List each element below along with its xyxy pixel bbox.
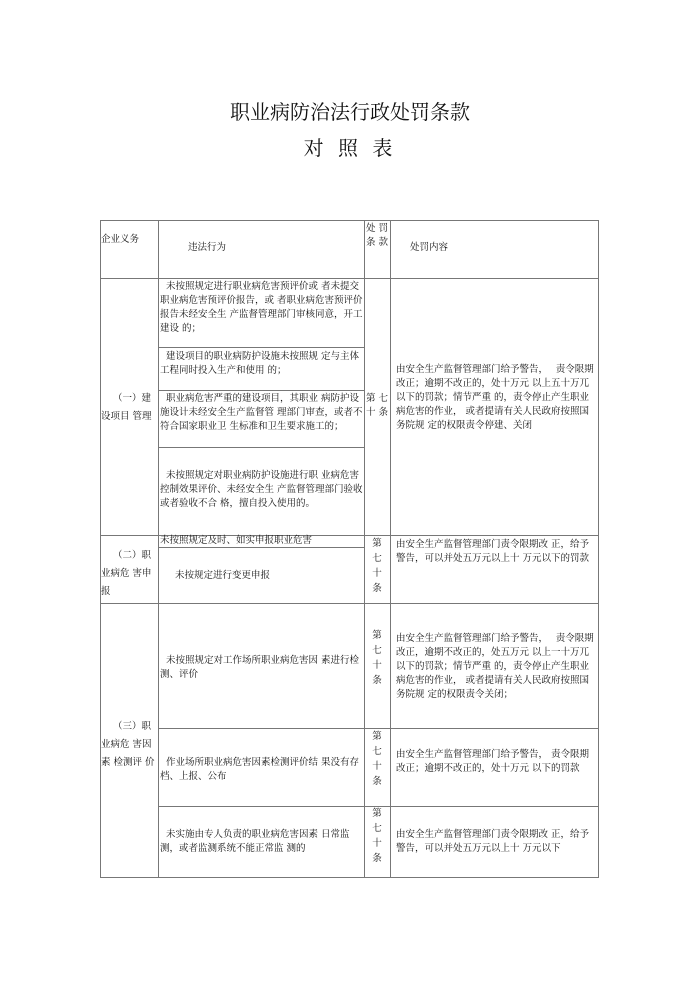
row3-penalty: 由安全生产监督管理部门给予警告， 责令限期改正，逾期不改正的，处五万元 以上一十万兀以下的罚款；情节严重 的，责令停止产生职业病危害的作业， 或者提请有关人民政府按照国务院规 定的权限责令关闭； <box>396 633 594 700</box>
row1-article: 第 七 十 条 <box>366 393 389 418</box>
row3-article: 第七十条 <box>372 808 382 864</box>
row1-duty: （一）建设项目 管理 <box>101 393 152 422</box>
header-penalty: 处罚内容 <box>410 242 449 253</box>
row1-behavior: 未按照规定对职业病防护设施进行职 业病危害控制效果评价、未经安全生 产监督管理部门验收或者验收不合 格，擅自投入使用的。 <box>160 470 363 509</box>
row1-behavior: 未按照规定进行职业病危害预评价或 者未提交职业病危害预评价报告，或 者职业病危害预评价报告未经安全生 产监督管理部门审核同意，开工建设 的； <box>160 281 363 334</box>
row3-article: 第七十条 <box>372 731 382 787</box>
doc-subtitle: 对 照 表 <box>303 136 397 160</box>
row2-behavior: 未按规定进行变更申报 <box>175 570 271 581</box>
row2-behavior: 未按照规定及时、如实申报职业危害 <box>160 535 313 546</box>
row2-penalty: 由安全生产监督管理部门责令限期改 正，给予警告，可以并处五万元以上十 万元以下的罚款 <box>396 539 590 564</box>
row1-penalty: 由安全生产监督管理部门给予警告， 责令限期改正；逾期不改正的，处十万元 以上五十万兀以下的罚款；情节严重 的，责令停止产生职业病危害的作业， 或者提请有关人民政府按照国务院规 定的权限责令停建、关闭 <box>396 364 594 431</box>
row3-duty: （三）职业病危 害因素 检测评 价 <box>101 721 155 768</box>
row3-article: 第七十条 <box>372 630 382 686</box>
row1-behavior: 职业病危害严重的建设项目，其职业 病防护设施设计未经安全生产监督管 理部门审查，或者不符合国家职业卫 生标准和卫生要求施工的； <box>160 393 363 432</box>
header-behavior: 违法行为 <box>188 242 227 253</box>
row1-behavior: 建设项目的职业病防护设施未按照规 定与主体工程同时投入生产和使用 的； <box>160 351 360 376</box>
row3-behavior: 作业场所职业病危害因素检测评价结 果没有存档、上报、公布 <box>160 757 360 782</box>
row2-article: 第七十条 <box>372 538 382 594</box>
row3-penalty: 由安全生产监督管理部门给予警告， 责令限期改正；逾期不改正的，处十万元 以下的罚款 <box>396 749 590 774</box>
row3-penalty: 由安全生产监督管理部门责令限期改 正，给予警告，可以并处五万元以上十 万元以下 <box>396 829 590 854</box>
row2-duty: （二）职业病危 害申报 <box>101 550 152 597</box>
doc-title: 职业病防治法行政处罚条款 <box>230 100 470 124</box>
row3-behavior: 未按照规定对工作场所职业病危害因 素进行检测、评价 <box>160 655 360 680</box>
header-article: 处 罚 条 款 <box>366 223 389 248</box>
row3-behavior: 未实施由专人负责的职业病危害因素 日常监测，或者监测系统不能正常监 测的 <box>160 829 350 854</box>
header-duty: 企业义务 <box>101 234 140 245</box>
